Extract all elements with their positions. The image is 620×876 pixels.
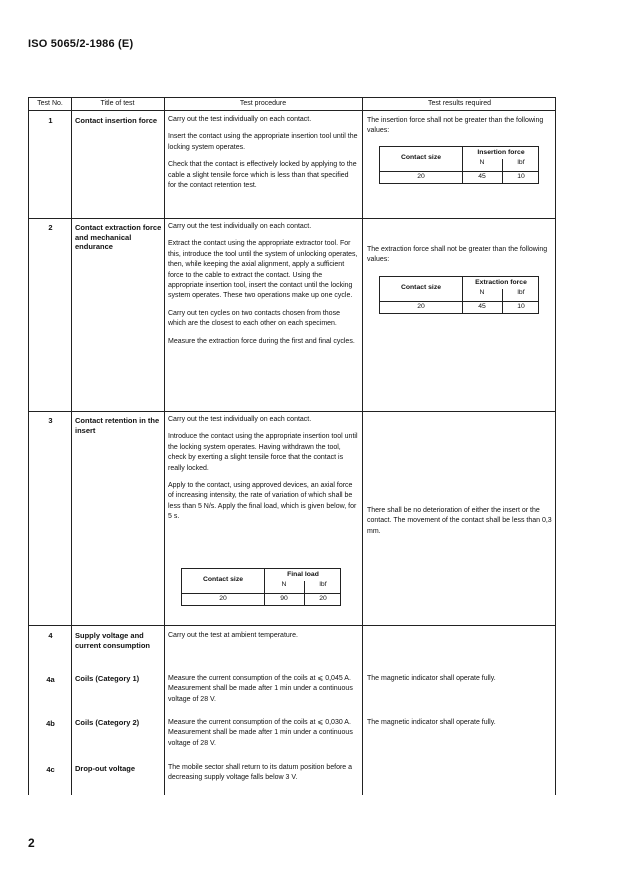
- test-number: 4b: [46, 719, 55, 728]
- procedure-paragraph: Carry out the test individually on each contact.: [168, 116, 312, 123]
- cell-divider: [380, 171, 539, 172]
- unit-n: N: [479, 289, 485, 296]
- header-contact-size: Contact size: [400, 284, 442, 291]
- value-contact-size: 20: [417, 173, 425, 180]
- header-extraction-force: Extraction force: [475, 279, 527, 286]
- value-contact-size: 20: [219, 595, 227, 602]
- test-title: Supply voltage and current consumption: [75, 631, 151, 650]
- header-contact-size: Contact size: [400, 154, 442, 161]
- test-number: 4a: [46, 675, 55, 684]
- test-result: There shall be no deterioration of either the insert or the contact. The movement of the contact shall be less than 0,3 mm.: [367, 507, 552, 535]
- test-title: Coils (Category 2): [75, 718, 140, 727]
- procedure-paragraph: Carry out ten cycles on two contacts chosen from those which are the closest to each other on each specimen.: [168, 309, 340, 328]
- cell-divider: [380, 301, 539, 302]
- test-procedure: [168, 415, 358, 530]
- row-divider: [29, 110, 555, 111]
- procedure-paragraph: Introduce the contact using the appropriate insertion tool until the locking system operates. Having withdrawn the tool, check by exerting a slight tensile force that the contact is really locked.: [168, 433, 358, 472]
- procedure-paragraph: Measure the extraction force during the first and final cycles.: [168, 337, 355, 345]
- test-procedure: Measure the current consumption of the coils at ⩽ 0,030 A. Measurement shall be made after 1 min under a continuous voltage of 28 V.: [168, 719, 353, 747]
- test-result: The extraction force shall not be greater than the following values:: [367, 246, 548, 264]
- test-title: Coils (Category 1): [75, 674, 140, 683]
- page-number: 2: [28, 836, 35, 850]
- test-number: 1: [48, 116, 53, 125]
- test-number: 3: [48, 416, 53, 425]
- test-title: Drop-out voltage: [75, 764, 135, 773]
- procedure-paragraph: Extract the contact using the appropriate extractor tool. For this, introduce the tool until the system of unlocking operates, then, while keeping the axial alignment, apply a sufficient force to the cable to extract the contact. Using the appropriate insertion tool, insert the contact until the locking system operates. These two operations make up one cycle.: [168, 240, 358, 300]
- value-n: 90: [280, 595, 288, 602]
- procedure-paragraph: Apply to the contact, using approved devices, an axial force of increasing intensity, the rate of variation of which shall be less than 5 N/s. Apply the final load, which is given below, for 5 s.: [168, 482, 357, 521]
- col-header-title: Title of test: [100, 100, 135, 107]
- header-final-load: Final load: [287, 571, 319, 578]
- test-procedure: The mobile sector shall return to its datum position before a decreasing supply voltage falls below 3 V.: [168, 764, 353, 782]
- col-header-test-no: Test No.: [37, 100, 63, 107]
- procedure-paragraph: Carry out the test individually on each contact.: [168, 416, 312, 423]
- procedure-paragraph: Check that the contact is effectively locked by applying to the cable a slight tensile force which is less than that specified for the contact retention test.: [168, 161, 357, 190]
- test-title: Contact insertion force: [75, 116, 158, 125]
- test-title: Contact extraction force and mechanical endurance: [75, 223, 162, 251]
- row-divider: [29, 411, 555, 412]
- value-contact-size: 20: [417, 303, 425, 310]
- procedure-paragraph: Carry out the test individually on each contact.: [168, 223, 312, 230]
- test-result: The magnetic indicator shall operate fully.: [367, 719, 496, 726]
- final-load-table: [181, 568, 341, 606]
- document-header: ISO 5065/2-1986 (E): [28, 38, 134, 50]
- test-title: Contact retention in the insert: [75, 416, 160, 435]
- extraction-force-table: [379, 276, 539, 314]
- col-header-procedure: Test procedure: [239, 100, 287, 107]
- value-lbf: 20: [319, 595, 327, 602]
- col-divider: [362, 98, 363, 795]
- test-procedure: [168, 222, 358, 354]
- test-number: 4: [48, 631, 53, 640]
- value-lbf: 10: [517, 173, 525, 180]
- test-procedure: Measure the current consumption of the coils at ⩽ 0,045 A. Measurement shall be made after 1 min under a continuous voltage of 28 V.: [168, 675, 353, 703]
- col-divider: [71, 98, 72, 795]
- unit-lbf: lbf: [517, 289, 525, 296]
- test-result: The insertion force shall not be greater than the following values:: [367, 117, 544, 135]
- test-result: The magnetic indicator shall operate fully.: [367, 675, 496, 682]
- test-procedure: Carry out the test at ambient temperature.: [168, 632, 298, 639]
- col-divider: [164, 98, 165, 795]
- cell-divider: [182, 593, 341, 594]
- unit-n: N: [479, 159, 485, 166]
- col-header-results: Test results required: [427, 100, 492, 107]
- procedure-paragraph: Insert the contact using the appropriate insertion tool until the locking system operates.: [168, 133, 358, 151]
- header-insertion-force: Insertion force: [477, 149, 525, 156]
- value-lbf: 10: [517, 303, 525, 310]
- test-procedure: [168, 115, 358, 198]
- value-n: 45: [478, 173, 486, 180]
- value-n: 45: [478, 303, 486, 310]
- test-number: 2: [48, 223, 53, 232]
- unit-lbf: lbf: [517, 159, 525, 166]
- test-table: [28, 97, 556, 795]
- unit-n: N: [281, 581, 287, 588]
- insertion-force-table: [379, 146, 539, 184]
- header-contact-size: Contact size: [202, 576, 244, 583]
- row-divider: [29, 625, 555, 626]
- unit-lbf: lbf: [319, 581, 327, 588]
- test-number: 4c: [46, 765, 55, 774]
- row-divider: [29, 218, 555, 219]
